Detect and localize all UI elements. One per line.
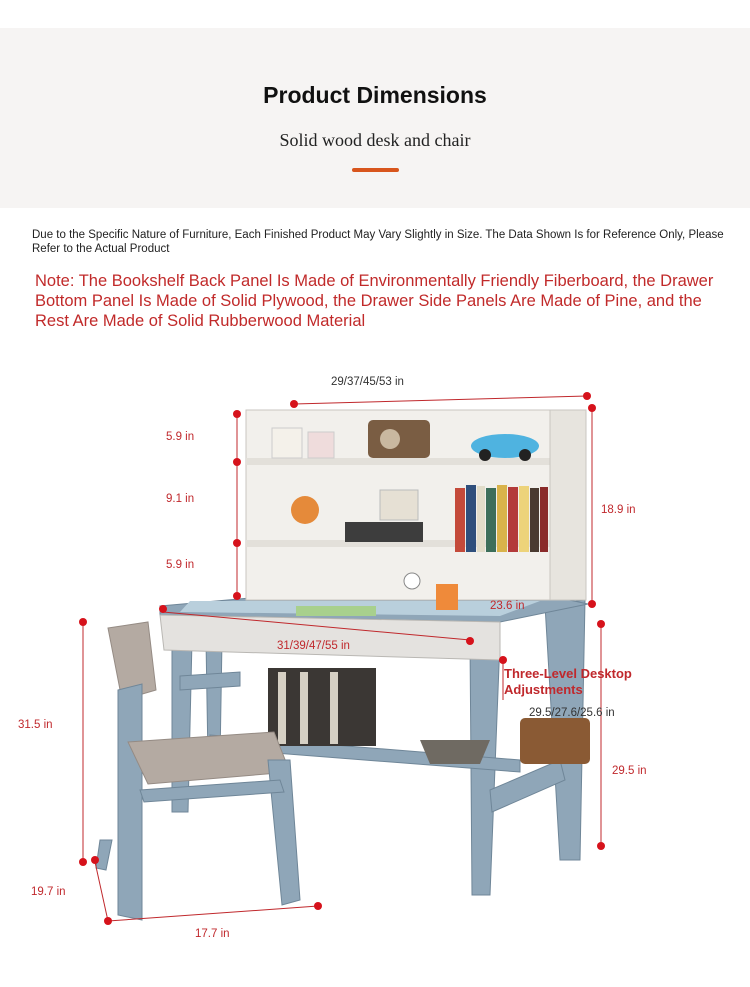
chair-width-label: 17.7 in — [195, 928, 230, 940]
desk-height-label: 29.5 in — [612, 765, 647, 777]
shelf-middle-label: 9.1 in — [166, 493, 195, 505]
chair — [96, 622, 300, 920]
page-subtitle: Solid wood desk and chair — [279, 130, 471, 150]
page-title: Product Dimensions — [263, 82, 487, 108]
shelf-height-label: 18.9 in — [601, 504, 636, 516]
desk-depth-label: 23.6 in — [490, 600, 525, 612]
desk-width-label: 31/39/47/55 in — [277, 640, 350, 652]
desk-height-options-label: 29.5/27.6/25.6 in — [529, 707, 615, 719]
disclaimer-text: Due to the Specific Nature of Furniture, Each Finished Product May Vary Slightly in Size. The Data Shown Is for Reference Only, Please Refer to the Actual Product — [32, 229, 724, 255]
bookshelf-hutch — [246, 410, 586, 616]
adjustment-callout: Three-Level Desktop Adjustments — [504, 666, 632, 697]
chair-height-label: 31.5 in — [18, 719, 53, 731]
shelf-width-label: 29/37/45/53 in — [331, 376, 404, 388]
shelf-top-label: 5.9 in — [166, 431, 195, 443]
chair-depth-label: 19.7 in — [31, 886, 66, 898]
material-note: Note: The Bookshelf Back Panel Is Made of Environmentally Friendly Fiberboard, the Drawer Bottom Panel Is Made of Solid Plywood, the Drawer Side Panels Are Made of Pine, and the Rest Are Made of Solid Rubberwood Material — [35, 272, 714, 330]
shelf-bottom-label: 5.9 in — [166, 559, 195, 571]
